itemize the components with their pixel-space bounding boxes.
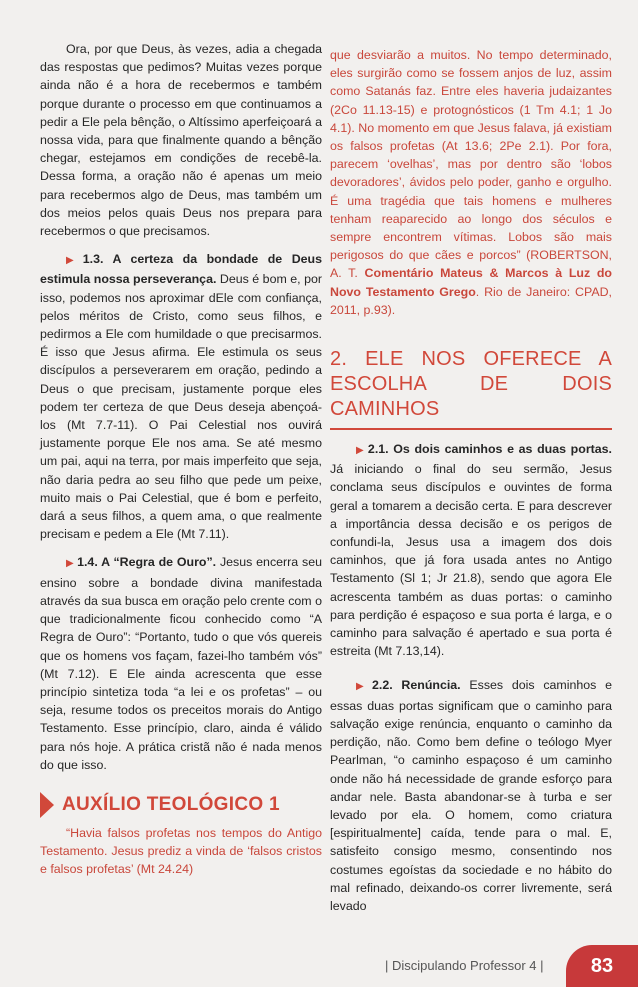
section-1-4-paragraph <box>40 553 322 773</box>
section-1-4-title: 1.4. A “Regra de Ouro”. <box>77 555 217 570</box>
triangle-marker-icon <box>40 792 54 818</box>
aux-heading <box>40 792 322 818</box>
page-number: 83 <box>590 954 614 977</box>
section-1-4-body: Jesus encerra seu ensino sobre a bondade divina manifestada através da sua busca em oração pelo crente com o que tradicionalmente ficou conhecido como “A Regra de Ouro”: “Portanto, tudo o que vós quereis que os homens vos façam, fazei-lho também vós” (Mt 7.12). E Ele ainda acrescenta que esse princípio sintetiza toda “a lei e os profetas” – ou seja, resume todos os preceitos morais do Antigo Testamento. Esse princípio, claro, ainda é válido para nós hoje. A prática cristã não é nada menos do que isso. <box>40 555 322 772</box>
arrow-right-icon: ▶ <box>66 255 80 267</box>
section-2-2-paragraph <box>330 676 612 915</box>
aux-heading-text: AUXÍLIO TEOLÓGICO 1 <box>62 793 280 815</box>
aux-continued-paragraph <box>330 46 612 319</box>
section-2-2-title: 2.2. Renúncia. <box>372 678 461 693</box>
section-divider <box>330 428 612 430</box>
section-2-1-body: Já iniciando o final do seu sermão, Jesus conclama seus discípulos e ouvintes de forma geral a tomarem a decisão certa. E para descrever a importância dessa decisão e os perigos de confundi-la, Jesus usa a imagem dos dois caminhos, que já fora usada antes no Antigo Testamento (Sl 1; Jr 21.8), sendo que agora Ele acrescenta também as duas portas: o caminho para perdição é espaçoso e sua porta é larga, e o caminho para salvação é apertado e sua porta é estreita (Mt 7.13,14). <box>330 462 612 659</box>
page-number-tab <box>566 945 638 987</box>
right-column <box>330 40 612 915</box>
intro-paragraph: Ora, por que Deus, às vezes, adia a chegada das respostas que pedimos? Muitas vezes porque ainda não é a hora de recebermos e também porque durante o processo em que continuamos a pedir a Ele pela bênção, o Altíssimo aperfeiçoará a nossa vida, para que finalmente quando a bênção chegar, estejamos em condições de recebê-la. Dessa forma, a oração não é apenas um meio para recebermos algo de Deus, mas também um dos meios pelos quais Deus nos prepara para recebermos o que precisamos. <box>40 42 322 239</box>
left-column <box>40 40 322 879</box>
aux-text: “Havia falsos profetas nos tempos do Antigo Testamento. Jesus prediz a vinda de ‘falsos cristos e falsos profetas’ (Mt 24.24) <box>40 825 322 877</box>
aux-citation-title: Comentário Mateus & Marcos à Luz do Novo Testamento Grego <box>330 266 613 299</box>
section-2-1-title: 2.1. Os dois caminhos e as duas portas. <box>367 442 612 457</box>
section-1-3-body: Deus é bom e, por isso, podemos nos aproximar dEle com confiança, pelos méritos de Cristo, como seus filhos, e pedirmos a Ele com humildade o que precisarmos. É isso que Jesus afirma. Ele estimula os seus discípulos a perseverarem em oração, pedindo a Deus o que precisam, justamente porque eles podem ter certeza de que Deus deseja abençoá-los (Mt 7.7-11). O Pai Celestial nos ouvirá justamente porque Ele nos ama. Se até mesmo um pai, aqui na terra, por mais imperfeito que seja, não daria pedra ao seu filho que pede um peixe, muito mais o Pai Celestial, que é bom e perfeito, dará a seus filhos, a quem ama, o que realmente precisam e pedem a Ele (Mt 7.11). <box>40 272 322 542</box>
section-1-3-title: 1.3. A certeza da bondade de Deus estimula nossa perseverança. <box>40 252 322 287</box>
arrow-right-icon: ▶ <box>356 681 369 693</box>
arrow-right-icon: ▶ <box>66 558 75 570</box>
section-2-2-body: Esses dois caminhos e essas duas portas significam que o caminho para salvação exige renúncia, enquanto o caminho da perdição, não. Como bem define o teólogo Myer Pearlman, “o caminho espaçoso é um caminho onde não há necessidade de grande esforço para andar nele. Basta abandonar-se à turba e ser levado por ela. O homem, como criatura [espiritualmente] caída, tende para o mal. E, satisfeito consigo mesmo, consentindo nos costumes egoístas da sociedade e no hábito do mal refinado, deixando-os correr livremente, será levado <box>330 678 612 913</box>
arrow-right-icon: ▶ <box>356 445 365 457</box>
section-1-3-paragraph <box>40 250 322 543</box>
aux-citation-tail: . Rio de Janeiro: CPAD, 2011, p.93). <box>330 284 612 317</box>
section-2-title: 2. ELE NOS OFERECE A ESCOLHA DE DOIS CAMINHOS <box>330 348 612 421</box>
footer-publication: | Discipulando Professor 4 | <box>385 958 544 973</box>
aux-continued-text: que desviarão a muitos. No tempo determinado, eles surgirão como se fossem anjos de luz, assim como Satanás faz. Entre eles haveria judaizantes (2Co 11.13-15) e protognósticos (1 Tm 4.1; 1 Jo 4.1). No momento em que Jesus falava, já existiam os falsos profetas (At 13.6; 2Pe 2.1). Por fora, parecem ‘ovelhas’, mas por dentro são ‘lobos devoradores’, ávidos pelo poder, ganho e orgulho. É uma tragédia que tais homens e mulheres tenham reaparecido ao longo dos séculos e sempre encontrem vítimas. Lobos são mais perigosos do que cães e porcos” (ROBERTSON, A. T. <box>330 48 612 281</box>
section-2-1-paragraph <box>330 440 612 660</box>
